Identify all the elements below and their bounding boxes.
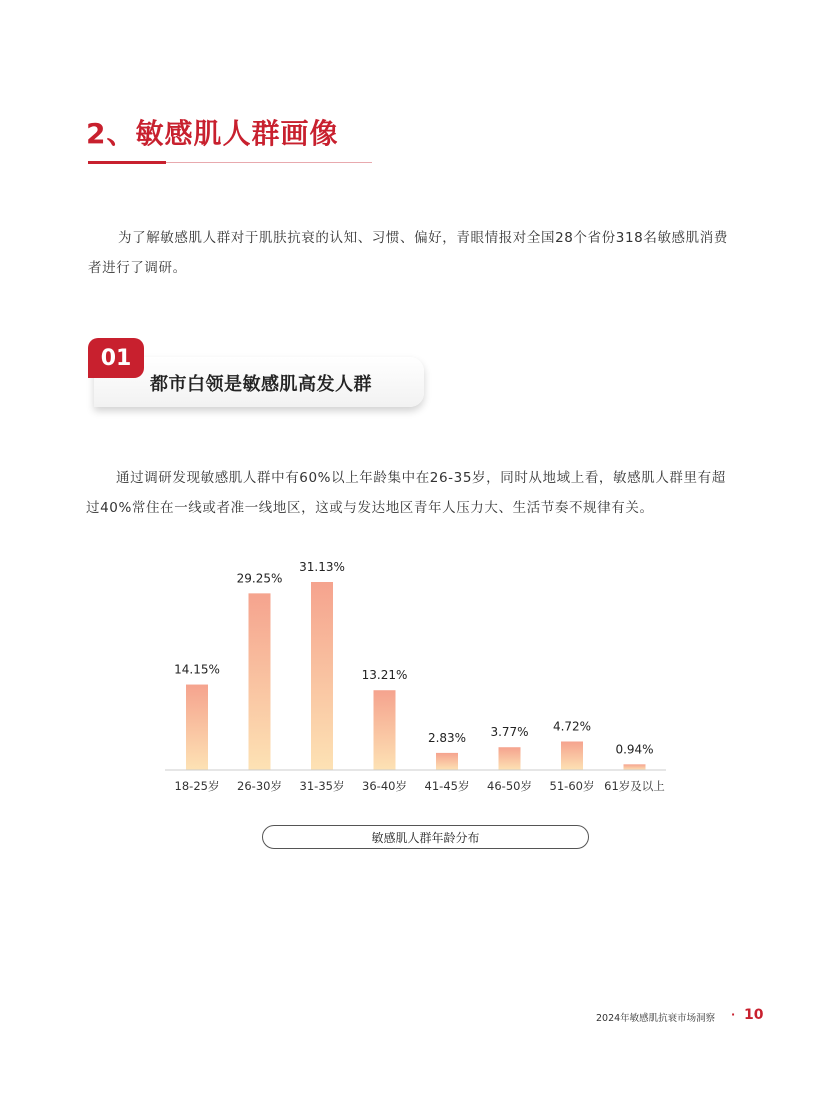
bar-51-60岁 (561, 741, 583, 770)
bar-41-45岁 (436, 753, 458, 770)
value-label: 4.72% (552, 719, 592, 734)
title-underline (88, 161, 372, 164)
category-label: 61岁及以上 (604, 779, 665, 793)
value-label: 14.15% (174, 662, 220, 677)
bar-46-50岁 (499, 747, 521, 770)
value-label: 13.21% (361, 668, 408, 683)
value-label: 0.94% (615, 742, 654, 757)
finding-paragraph: 通过调研发现敏感肌人群中有60%以上年龄集中在26-35岁，同时从地域上看，敏感肌人群里有超过40%常住在一线或者准一线地区，这或与发达地区青年人压力大、生活节奏不规律有关。 (86, 470, 726, 516)
category-label: 18-25岁 (174, 779, 220, 793)
category-label: 41-45岁 (424, 779, 470, 793)
subsection-number-badge: 01 (88, 338, 144, 378)
subsection-header (88, 338, 428, 412)
category-label: 46-50岁 (487, 779, 532, 793)
footer-separator: · (731, 1008, 736, 1021)
age-distribution-chart (160, 550, 680, 810)
title-underline-thin (166, 162, 372, 163)
footer-report-title: 2024年敏感肌抗衰市场洞察 (596, 1013, 716, 1024)
value-label: 31.13% (299, 560, 345, 574)
bar-18-25岁 (186, 685, 208, 770)
value-label: 2.83% (427, 730, 467, 745)
page-number: 10 (744, 1007, 764, 1023)
title-underline-accent (88, 161, 166, 164)
value-label: 29.25% (236, 571, 283, 586)
value-label: 3.77% (490, 725, 529, 740)
subsection-title: 都市白领是敏感肌高发人群 (150, 374, 372, 395)
bar-36-40岁 (374, 690, 396, 770)
category-label: 51-60岁 (549, 779, 595, 793)
bar-26-30岁 (249, 593, 271, 770)
category-label: 31-35岁 (299, 779, 345, 793)
section-title: 2、敏感肌人群画像 (86, 117, 339, 150)
bar-61岁及以上 (624, 764, 646, 770)
category-label: 26-30岁 (237, 779, 282, 793)
intro-paragraph: 为了解敏感肌人群对于肌肤抗衰的认知、习惯、偏好，青眼情报对全国28个省份318名敏感肌消费者进行了调研。 (88, 230, 728, 276)
chart-caption: 敏感肌人群年龄分布 (262, 825, 589, 849)
bar-31-35岁 (311, 582, 333, 770)
category-label: 36-40岁 (362, 779, 407, 793)
